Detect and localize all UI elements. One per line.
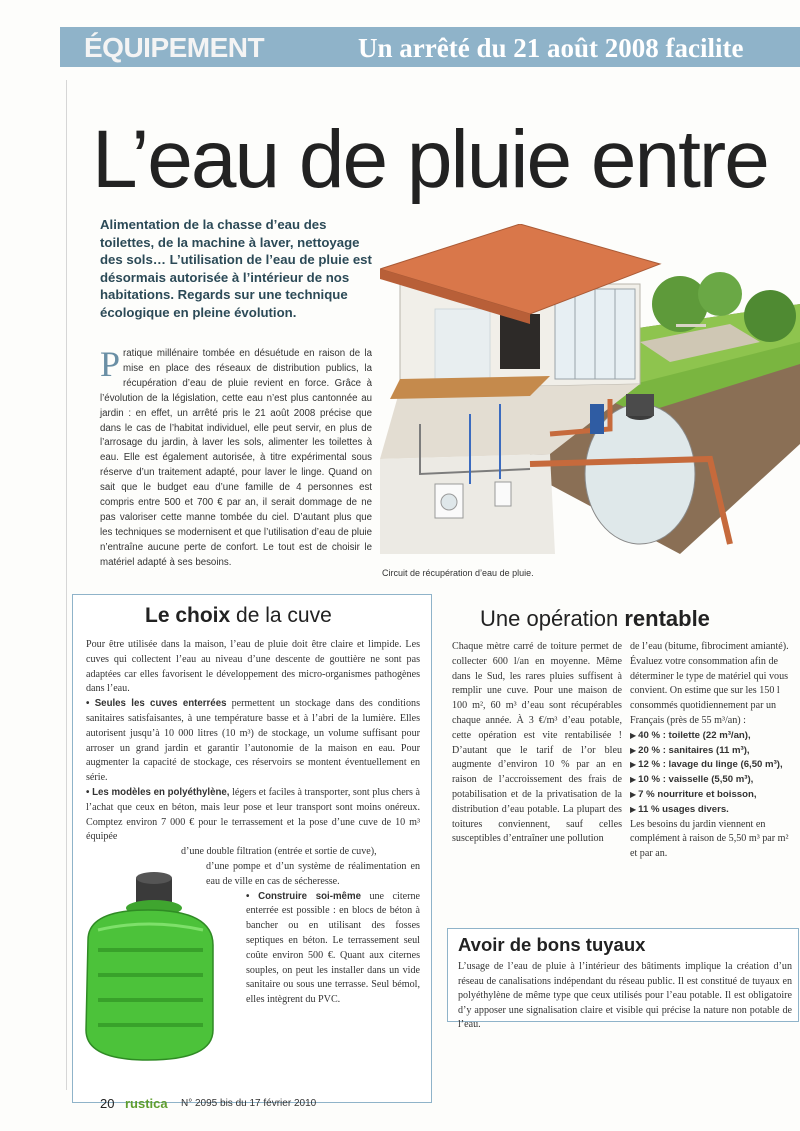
consumption-list: [630, 729, 790, 818]
magazine-brand: rustica: [125, 1096, 168, 1111]
operation-heading: [480, 606, 710, 632]
cuve-heading-rest: de la cuve: [230, 604, 332, 627]
operation-col3-intro: de l’eau (bitume, fibrociment amianté). Évaluez votre consommation afin de déterminer le type de matériel qui vous convient. On estime que sur les 150 l consommés quotidiennement par un Français (près de 55 m³/an) :: [630, 641, 789, 726]
lead-paragraph: Alimentation de la chasse d’eau des toilettes, de la machine à laver, nettoyage des sols… L’utilisation de l’eau de pluie est désormais autorisée à l’intérieur de nos habitations. Regards sur une technique écologique en pleine évolution.: [100, 217, 372, 320]
cuve-paragraph-1: Pour être utilisée dans la maison, l’eau de pluie doit être claire et limpide. Les cuves qui collectent l’eau au niveau d’une descente de gouttière ne sont pas adaptées car elles favorisent le développement des micro-organismes pathogènes dans l’eau.: [86, 639, 420, 695]
margin-rule: [66, 80, 67, 1090]
operation-column-1: Chaque mètre carré de toiture permet de collecter 600 l/an en moyenne. Même dans le Sud, les rares pluies suffisent à remplir une cuve. Pour une maison de 100 m², 60 m³ d’eau sont récupérables chaque année. À 3 €/m³ d’eau potable, cette opération est vite rentabilisée ! D’autant que le tarif de l’or bleu augmente d’environ 10 % par an en raison de l’accroissement des frais de potabilisation et de la privatisation de la distribution d’eau potable. La plupart des toitures conviennent, sauf celles susceptibles d’entraîner une pollution: [452, 641, 622, 845]
intro-text: ratique millénaire tombée en désuétude en raison de la mise en place des réseaux de distribution publics, la récupération d’eau de pluie revient en force. Grâce à l’évolution de la législation, cette eau n’est plus cantonnée au jardin : en effet, un arrêté pris le 21 août 2008 précise que dans le cas de l’habitat individuel, elle peut servir, en plus de l’arrosage du jardin, à laver les sols, alimenter les toilettes à eau. Elle est également autorisée, à titre expérimental sous réserve d’un traitement adapté, pour laver le linge. Quand on sait que le budget eau d’une famille de 4 personnes est compris entre 500 et 700 € par an, il serait dommage de ne pas valoriser cette manne tombée du ciel. D’autant plus que les techniques se modernisent et que l’utilisation d’eau de pluie n’entraîne aucune perte de confort. Le tout est de choisir le matériel adapté à ses besoins.: [100, 348, 372, 568]
cuve-bullet-2: • Les modèles en polyéthylène,: [86, 786, 230, 798]
tuyaux-text: L’usage de l’eau de pluie à l’intérieur des bâtiments implique la création d’un réseau de canalisations indépendant du réseau public. Il est constitué de tuyaux en polyéthylène de même type que ceux utilisés pour l’eau potable. Il est obligatoire d’y apposer une signalisation claire et visible qui précise la nature non potable de l’eau.: [458, 961, 792, 1031]
cuve-paragraph-3b: d’une pompe et d’un système de réalimentation en eau de ville en cas de sécheresse.: [206, 860, 420, 887]
cuve-text-3: légers et faciles à transporter, sont plus chers à l’achat que ceux en béton, mais leur pose et leur transport sont moins onéreux. Comptez environ 7 000 € pour le terrassement et la pose d’une cuve de 10 m³ équipée: [86, 786, 421, 843]
operation-heading-rest: Une opération: [480, 606, 625, 631]
cuve-heading: [145, 604, 332, 628]
rainwater-circuit-illustration: [380, 224, 800, 574]
illustration-caption: Circuit de récupération d’eau de pluie.: [382, 568, 534, 578]
consumption-item: ▶ 12 % : lavage du linge (6,50 m³),: [630, 759, 783, 771]
operation-column-2: [630, 640, 790, 862]
tuyaux-heading: Avoir de bons tuyaux: [458, 934, 646, 955]
cuve-text-4: une citerne enterrée est possible : en blocs de béton à bancher ou en utilisant des fosses septiques en béton. Le terrassement seul coûte environ 500 €. Quant aux citernes souples, on peut les installer dans un vide sanitaire ou sous une terrasse. Seul bémol, elles intègrent du PVC.: [246, 890, 420, 1006]
consumption-item: ▶ 7 % nourriture et boisson,: [630, 788, 757, 800]
dropcap: P: [100, 344, 121, 384]
cuve-bullet-3: • Construire soi-même: [246, 890, 361, 902]
consumption-item: ▶ 10 % : vaisselle (5,50 m³),: [630, 774, 754, 786]
cuve-paragraph-3: [86, 786, 420, 845]
consumption-item: ▶ 20 % : sanitaires (11 m³),: [630, 744, 750, 756]
page-title: L’eau de pluie entre: [92, 114, 768, 205]
operation-heading-bold: rentable: [624, 606, 710, 631]
section-label: ÉQUIPEMENT: [84, 32, 265, 63]
cuve-heading-bold: Le choix: [145, 604, 231, 627]
headline: Un arrêté du 21 août 2008 facilite: [358, 33, 744, 63]
cuve-text-2: permettent un stockage dans des conditions sanitaires satisfaisantes, à une température basse et à l’abri de la lumière. Elles autorisent jusqu’à 10 000 litres (10 m³) de stockage, un volume suffisant pour arroser un grand jardin et garantir l’autonomie de la maison en eau. Pour augmenter la capacité de stockage, ces réservoirs se montent éventuellement en série.: [86, 698, 420, 784]
cuve-bullet-1: • Seules les cuves enterrées: [86, 698, 227, 710]
cuve-paragraph-3a: d’une double filtration (entrée et sortie de cuve),: [181, 846, 377, 858]
intro-paragraph: [100, 344, 372, 571]
page-number: 20: [100, 1096, 115, 1111]
cuve-paragraph-2: [86, 697, 420, 786]
consumption-item: ▶ 11 % usages divers.: [630, 803, 729, 815]
operation-col3-end: Les besoins du jardin viennent en complément à raison de 5,50 m³ par m² et par an.: [630, 818, 789, 860]
consumption-item: ▶ 40 % : toilette (22 m³/an),: [630, 729, 751, 741]
issue-info: N° 2095 bis du 17 février 2010: [181, 1098, 317, 1109]
green-tank-image: [78, 870, 218, 1065]
